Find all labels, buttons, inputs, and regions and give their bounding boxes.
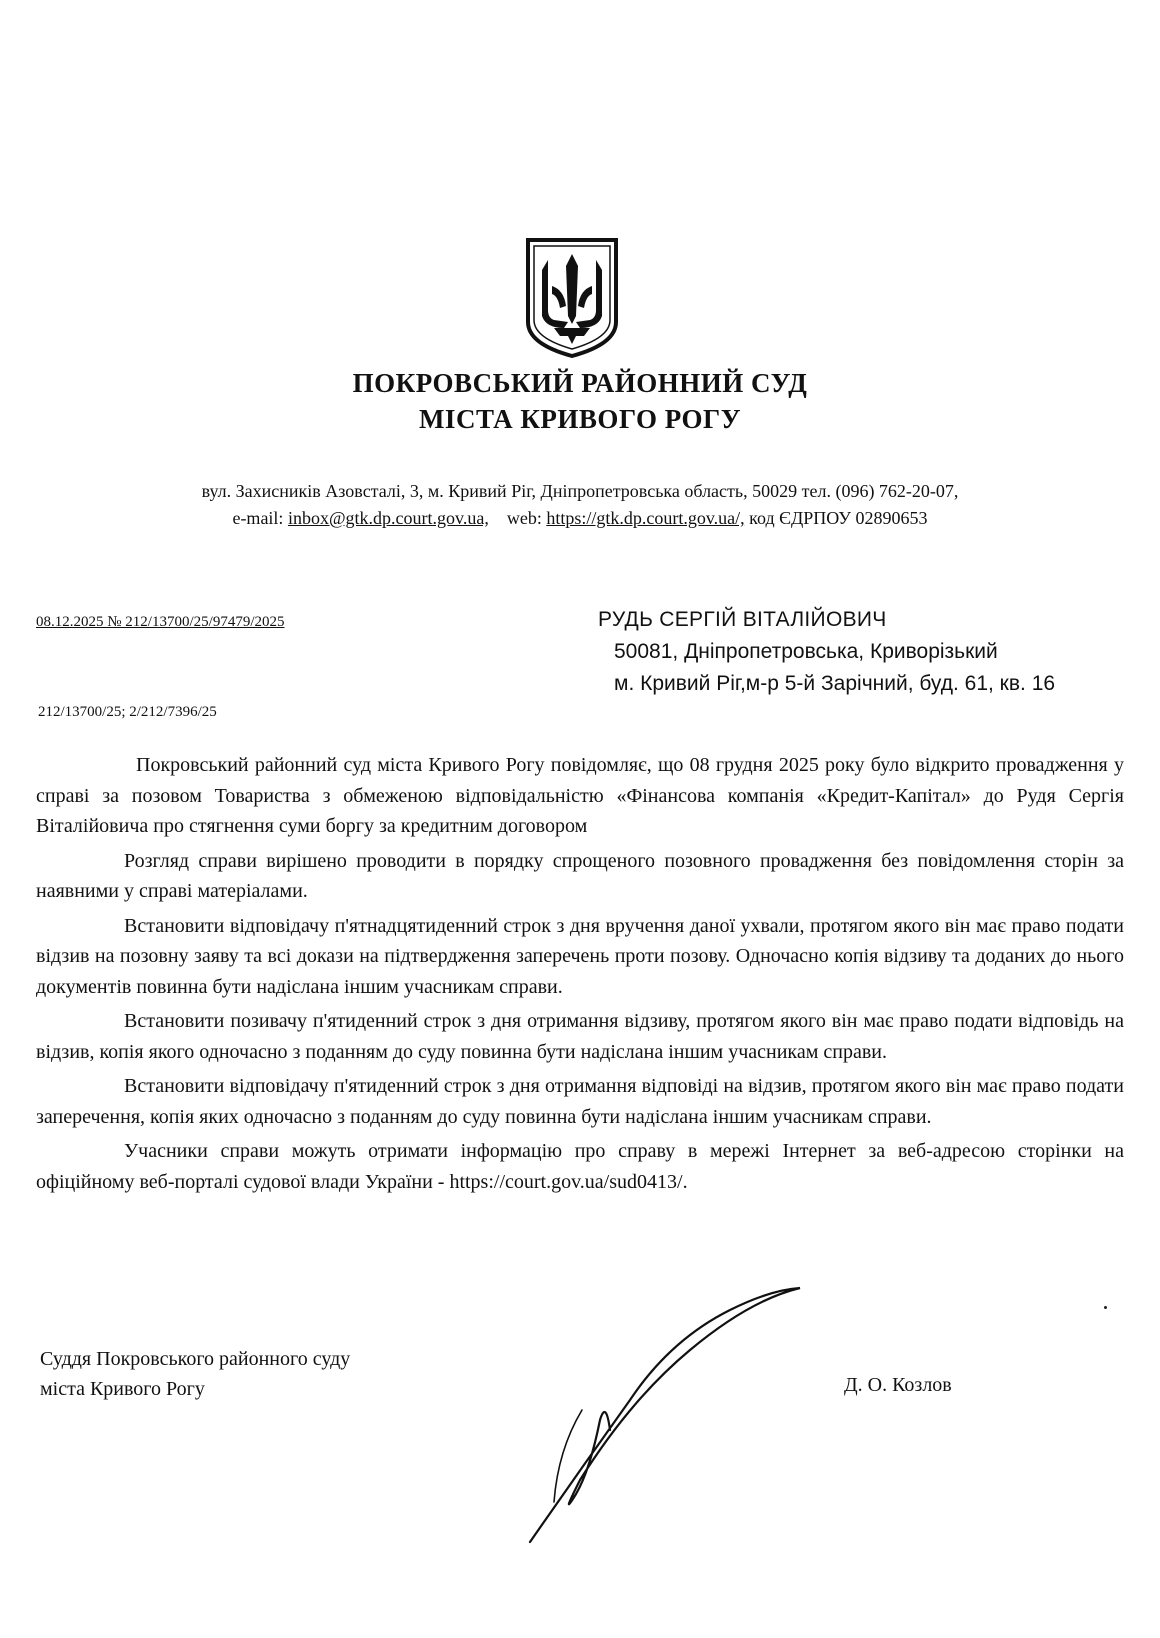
recipient-name: РУДЬ СЕРГІЙ ВІТАЛІЙОВИЧ xyxy=(598,608,887,631)
web-link[interactable]: https://gtk.dp.court.gov.ua/, xyxy=(546,508,745,528)
coat-of-arms-icon xyxy=(524,236,620,360)
recipient-address-line2: м. Кривий Ріг,м-р 5-й Зарічний, буд. 61, кв. 16 xyxy=(614,672,1056,695)
paragraph-objection-term: Встановити відповідачу п'ятиденний строк з дня отримання відповіді на відзив, протягом якого він має право подати заперечення, копія яких одночасно з поданням до суду повинна бути надіслана іншим учасникам справи. xyxy=(36,1075,1124,1128)
paragraph-procedure: Розгляд справи вирішено проводити в порядку спрощеного позовного провадження без повідомлення сторін за наявними у справі матеріалами. xyxy=(36,849,1124,902)
registration-number: 08.12.2025 № 212/13700/25/97479/2025 xyxy=(36,614,285,630)
recipient-block xyxy=(598,604,1055,700)
paragraph-notice: Покровський районний суд міста Кривого Рогу повідомляє, що 08 грудня 2025 року було відкрито провадження у справі за позовом Товариства з обмеженою відповідальністю «Фінансова компанія «Кредит-Капітал» до Рудя Сергія Віталійовича про стягнення суми боргу за кредитним договором xyxy=(36,754,1124,837)
recipient-address-line1: 50081, Дніпропетровська, Криворізький xyxy=(614,640,998,663)
judge-position xyxy=(40,1344,350,1404)
handwritten-signature xyxy=(520,1270,820,1570)
court-name-line2: МІСТА КРИВОГО РОГУ xyxy=(418,404,742,434)
email-label: e-mail: xyxy=(232,508,284,528)
court-contacts xyxy=(0,505,1160,532)
court-address: вул. Захисників Азовсталі, 3, м. Кривий Ріг, Дніпропетровська область, 50029 тел. (096) 762-20-07, xyxy=(201,481,959,501)
paragraph-plaintiff-term: Встановити позивачу п'ятиденний строк з дня отримання відзиву, протягом якого він має право подати відповідь на відзив, копія якого одночасно з поданням до суду повинна бути надіслана іншим учасникам справи. xyxy=(36,1010,1124,1063)
judge-position-line1: Суддя Покровського районного суду xyxy=(40,1348,351,1370)
edrpou-code: код ЄДРПОУ 02890653 xyxy=(749,508,928,528)
paragraph-online-info: Учасники справи можуть отримати інформацію про справу в мережі Інтернет за веб-адресою сторінки на офіційному веб-порталі судової влади України - https://court.gov.ua/sud0413/. xyxy=(36,1140,1124,1193)
scan-dot xyxy=(1104,1306,1107,1309)
web-label: web: xyxy=(506,508,542,528)
court-name-line1: ПОКРОВСЬКИЙ РАЙОННИЙ СУД xyxy=(352,368,808,398)
letter-body xyxy=(36,750,1124,1201)
case-numbers: 212/13700/25; 2/212/7396/25 xyxy=(38,704,217,720)
paragraph-defendant-term: Встановити відповідачу п'ятнадцятиденний строк з дня вручення даної ухвали, протягом якого він має право подати відзив на позовну заяву та всі докази на підтвердження заперечень проти позову. Одночасно копія відзиву та доданих до нього документів повинна бути надіслана іншим учасникам справи. xyxy=(36,914,1124,998)
judge-position-line2: міста Кривого Рогу xyxy=(40,1378,205,1400)
judge-name: Д. О. Козлов xyxy=(844,1374,952,1396)
email-link[interactable]: inbox@gtk.dp.court.gov.ua, xyxy=(287,508,489,528)
